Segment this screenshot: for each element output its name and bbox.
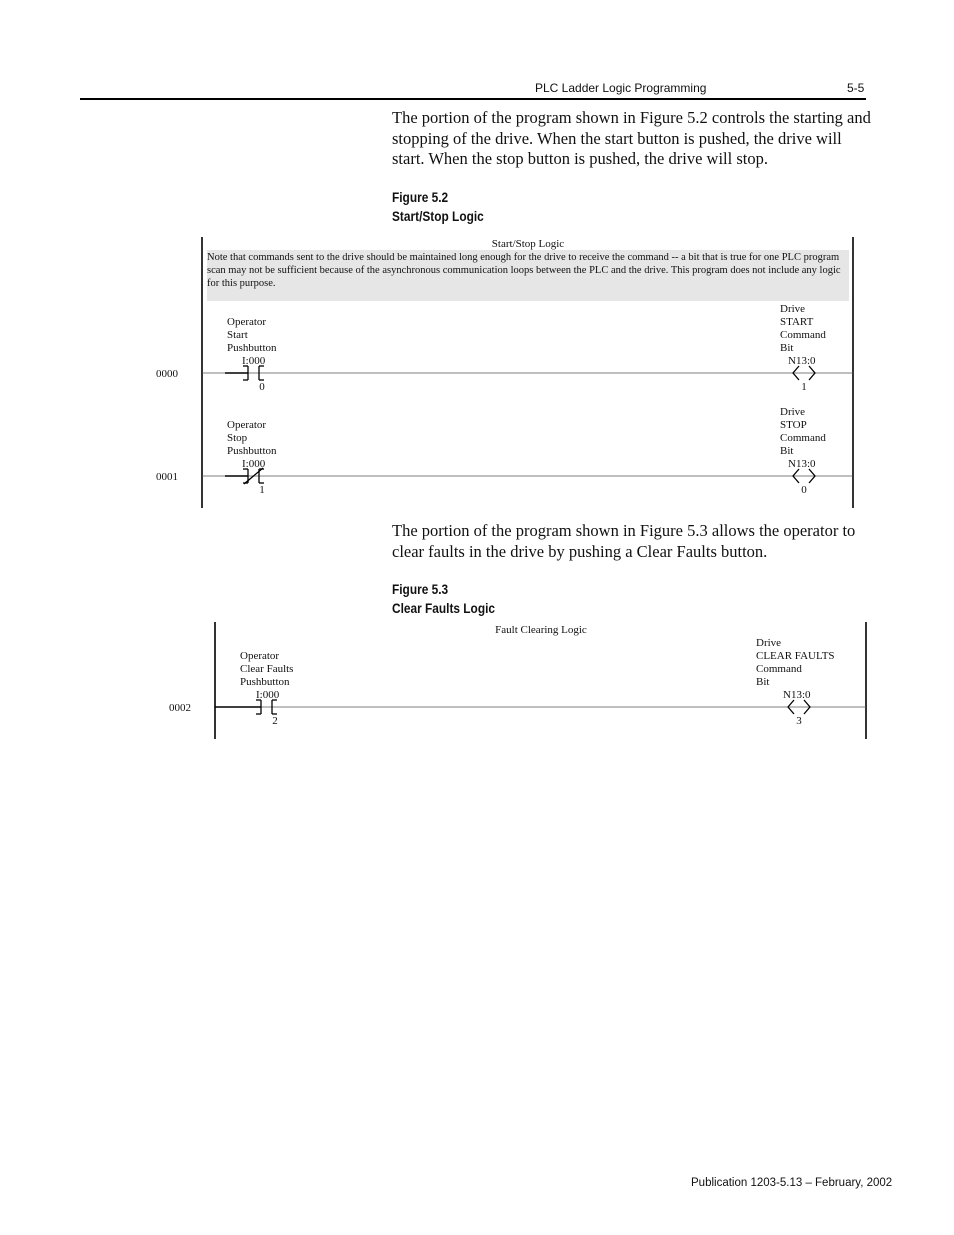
output-description-line: Drive <box>756 637 782 649</box>
input-address: I:000 <box>242 458 266 470</box>
output-bit: 0 <box>801 484 807 496</box>
rung-number: 0001 <box>156 471 178 483</box>
output-address: N13:0 <box>788 458 816 470</box>
figure-caption: Clear Faults Logic <box>392 601 495 616</box>
input-description-line: Pushbutton <box>227 342 277 354</box>
input-bit: 1 <box>259 484 265 496</box>
output-description-line: START <box>780 316 814 328</box>
input-description-line: Pushbutton <box>227 445 277 457</box>
ladder-rung <box>156 406 853 496</box>
running-header-title: PLC Ladder Logic Programming <box>535 81 707 95</box>
input-description-line: Pushbutton <box>240 676 290 688</box>
ladder-rung <box>156 303 853 393</box>
output-description-line: Command <box>780 432 826 444</box>
input-description-line: Operator <box>227 419 267 431</box>
input-description-line: Operator <box>227 316 267 328</box>
input-description-line: Operator <box>240 650 280 662</box>
diagram-title: Start/Stop Logic <box>491 238 565 250</box>
diagram-title: Fault Clearing Logic <box>495 624 587 636</box>
figure-number: Figure 5.3 <box>392 582 449 597</box>
output-description-line: Bit <box>756 676 770 688</box>
figure-caption: Start/Stop Logic <box>392 209 484 224</box>
output-description-line: STOP <box>780 419 807 431</box>
output-description-line: CLEAR FAULTS <box>756 650 835 662</box>
input-description-line: Start <box>227 329 248 341</box>
input-description-line: Clear Faults <box>240 663 294 675</box>
input-bit: 0 <box>259 381 265 393</box>
output-description-line: Bit <box>780 445 794 457</box>
figure-number: Figure 5.2 <box>392 190 449 205</box>
output-description-line: Command <box>756 663 802 675</box>
output-bit: 1 <box>801 381 807 393</box>
input-address: I:000 <box>242 355 266 367</box>
output-description-line: Bit <box>780 342 794 354</box>
publication-footer: Publication 1203-5.13 – February, 2002 <box>691 1177 893 1189</box>
rung-number: 0000 <box>156 368 178 380</box>
input-address: I:000 <box>256 689 280 701</box>
output-description-line: Drive <box>780 406 806 418</box>
note-text: Note that commands sent to the drive should be maintained long enough for the drive to receive the command -- a bit that is true for one PLC program scan may not be sufficient because of the asynchronous communication loops between the PLC and the drive. This program does not include any logic for this purpose. <box>207 252 841 289</box>
output-address: N13:0 <box>783 689 811 701</box>
input-bit: 2 <box>272 715 278 727</box>
rung-number: 0002 <box>169 702 191 714</box>
output-description-line: Drive <box>780 303 806 315</box>
output-address: N13:0 <box>788 355 816 367</box>
output-description-line: Command <box>780 329 826 341</box>
body-paragraph-fig52: The portion of the program shown in Figure 5.2 controls the starting and stopping of the drive. When the start button is pushed, the drive will start. When the stop button is pushed, the drive will stop. <box>392 108 871 169</box>
page-number: 5-5 <box>847 81 865 95</box>
output-bit: 3 <box>796 715 802 727</box>
input-description-line: Stop <box>227 432 248 444</box>
body-paragraph-fig53: The portion of the program shown in Figure 5.3 allows the operator to clear faults in the drive by pushing a Clear Faults button. <box>392 521 856 561</box>
